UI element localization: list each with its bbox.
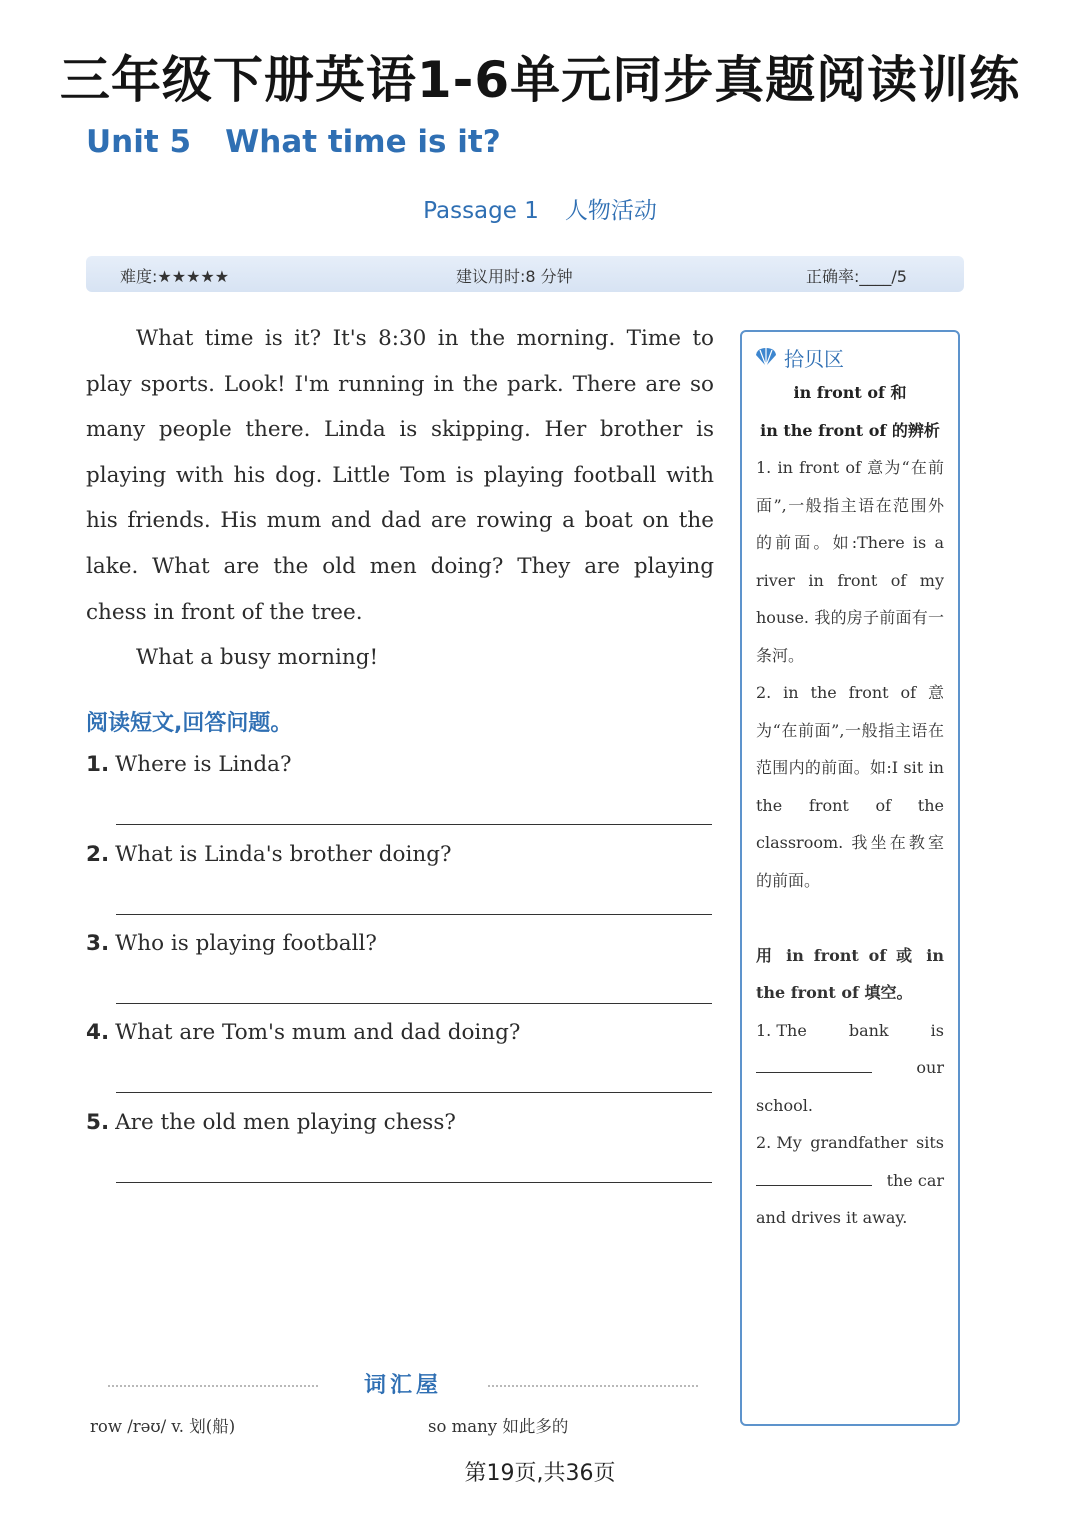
exercise-word: is <box>930 1020 944 1040</box>
answer-line[interactable] <box>116 1092 712 1093</box>
accuracy-label: 正确率:____/5 <box>806 267 907 286</box>
question-5 <box>86 1110 714 1135</box>
question-text: What are Tom's mum and dad doing? <box>115 1020 521 1045</box>
vocab-title: 词汇屋 <box>363 1373 442 1398</box>
exercise-word: grandfather <box>810 1133 908 1152</box>
sidebar-task: 用 in front of 或 in the front of 填空。 <box>756 945 944 1002</box>
exercise-word: bank <box>848 1020 889 1040</box>
exercise-2-blank-line <box>756 1162 944 1200</box>
reading-passage <box>86 316 714 681</box>
sidebar-heading <box>754 340 944 374</box>
passage-paragraph-2: What a busy morning! <box>136 645 379 671</box>
question-text: What is Linda's brother doing? <box>115 842 452 867</box>
question-1 <box>86 752 714 777</box>
tips-sidebar <box>740 330 960 1426</box>
question-2 <box>86 842 714 867</box>
question-text: Where is Linda? <box>115 752 292 777</box>
exercise-1-end: school. <box>756 1095 813 1115</box>
sidebar-subtitle-1: in front of 和 <box>793 383 907 402</box>
exercise-word: 1. The <box>756 1020 807 1040</box>
exercise-1-line <box>756 1012 944 1050</box>
exercise-2-blank[interactable] <box>756 1166 872 1186</box>
unit-title <box>86 124 501 160</box>
answer-line[interactable] <box>116 824 712 825</box>
shell-icon <box>754 346 778 368</box>
question-number: 4. <box>86 1020 110 1045</box>
question-text: Are the old men playing chess? <box>115 1110 456 1135</box>
question-number: 2. <box>86 842 110 867</box>
vocab-item-row: row /rəʊ/ v. 划(船) <box>90 1417 236 1436</box>
info-bar <box>86 256 964 292</box>
questions-heading: 阅读短文,回答问题。 <box>86 711 293 736</box>
difficulty-label: 难度:★★★★★ <box>120 267 230 286</box>
sidebar-point-1: 1. in front of 意为“在前面”,一般指主语在范围外的前面。如:There is a river in front of my house. 我的房子前面有一条河。 <box>756 458 944 665</box>
sidebar-subtitle-2: in the front of 的辨析 <box>760 420 940 440</box>
unit-name: What time is it? <box>225 124 501 160</box>
question-3 <box>86 931 714 956</box>
passage-number: Passage 1 <box>423 198 539 224</box>
page-number: 第19页,共36页 <box>464 1461 616 1486</box>
question-number: 1. <box>86 752 110 777</box>
vocab-header <box>108 1368 698 1404</box>
question-text: Who is playing football? <box>115 931 377 956</box>
question-number: 5. <box>86 1110 110 1135</box>
answer-line[interactable] <box>116 914 712 915</box>
sidebar-heading-text: 拾贝区 <box>784 346 844 371</box>
exercise-1-blank-line <box>756 1049 944 1087</box>
passage-heading <box>0 192 1080 225</box>
unit-number: Unit 5 <box>86 124 192 160</box>
answer-line[interactable] <box>116 1003 712 1004</box>
vocab-item-so-many: so many 如此多的 <box>428 1417 569 1436</box>
exercise-2-line <box>756 1124 944 1162</box>
exercise-word: our <box>916 1058 944 1077</box>
question-number: 3. <box>86 931 110 956</box>
suggested-time-label: 建议用时:8 分钟 <box>456 267 573 286</box>
passage-paragraph-1: What time is it? It's 8:30 in the morning. Time to play sports. Look! I'm running in the park. There are so many people there. Linda is skipping. Her brother is playing with his dog. Little Tom is playing football with his friends. His mum and dad are rowing a boat on the lake. What are the old men doing? They are playing chess in front of the tree. <box>86 326 714 625</box>
passage-topic: 人物活动 <box>564 198 657 224</box>
exercise-word: sits <box>916 1133 944 1152</box>
exercise-1-blank[interactable] <box>756 1053 872 1073</box>
answer-line[interactable] <box>116 1182 712 1183</box>
banner-title: 三年级下册英语1-6单元同步真题阅读训练 <box>59 51 1021 109</box>
exercise-word: the car <box>886 1170 944 1190</box>
exercise-2-end: and drives it away. <box>756 1208 908 1227</box>
sidebar-point-2: 2. in the front of 意为“在前面”,一般指主语在范围内的前面。如:I sit in the front of the classroom. 我坐在教室的前面。 <box>756 683 944 890</box>
exercise-word: 2. My <box>756 1133 802 1152</box>
question-4 <box>86 1020 714 1045</box>
